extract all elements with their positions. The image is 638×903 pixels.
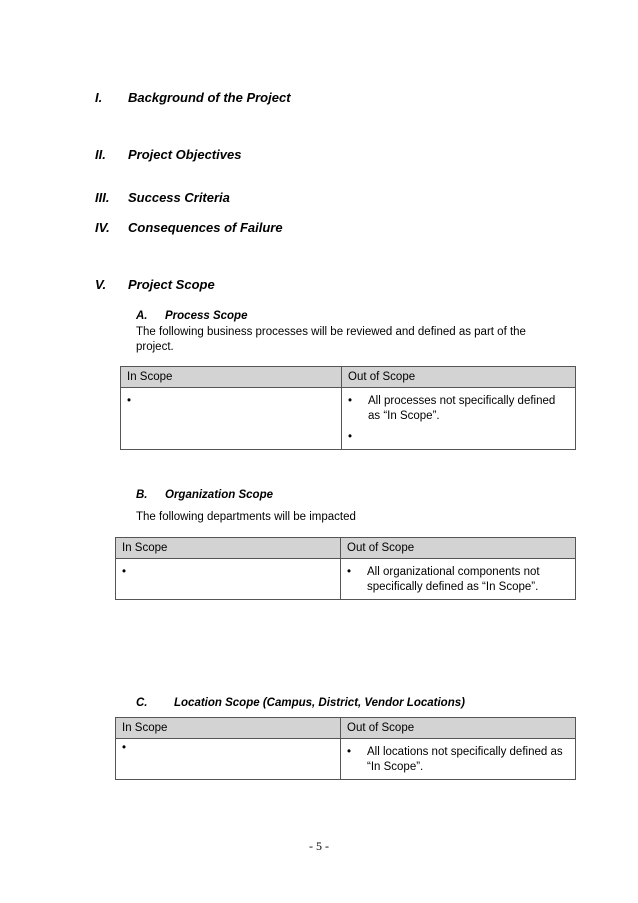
process-scope-intro: The following business processes will be reviewed and defined as part of the project. [136,326,526,353]
process-scope-table [120,366,576,450]
out-of-scope-item: All processes not specifically defined as “In Scope”. [368,395,556,422]
in-scope-header: In Scope [116,538,341,559]
out-of-scope-cell [341,739,576,780]
out-of-scope-cell [342,388,576,450]
subsection-letter-b: B. [136,489,148,501]
in-scope-header: In Scope [116,718,341,739]
location-scope-table [115,717,576,780]
bullet-icon: • [348,431,353,443]
section-number-4: IV. [95,220,110,235]
bullet-icon: • [347,566,352,578]
bullet-icon: • [122,566,127,578]
section-number-2: II. [95,147,106,162]
in-scope-header: In Scope [121,367,342,388]
out-of-scope-cell [341,559,576,600]
organization-scope-table [115,537,576,600]
section-title-project-scope: Project Scope [128,277,215,292]
out-of-scope-header: Out of Scope [342,367,576,388]
subsection-letter-a: A. [136,310,148,322]
in-scope-cell [116,739,341,780]
out-of-scope-header: Out of Scope [341,718,576,739]
subsection-title-location-scope: Location Scope (Campus, District, Vendor Locations) [174,697,465,709]
organization-scope-intro: The following departments will be impacted [136,511,356,523]
section-number-1: I. [95,90,103,105]
section-number-3: III. [95,190,110,205]
out-of-scope-item: All organizational components not specifically defined as “In Scope”. [367,566,540,593]
in-scope-cell [121,388,342,450]
in-scope-cell [116,559,341,600]
out-of-scope-item: All locations not specifically defined as “In Scope”. [367,746,563,773]
section-title-success-criteria: Success Criteria [128,190,230,205]
bullet-icon: • [122,742,127,754]
section-title-background: Background of the Project [128,90,291,105]
subsection-title-process-scope: Process Scope [165,310,248,322]
bullet-icon: • [127,395,132,407]
page-number: - 5 - [309,839,329,853]
section-title-consequences: Consequences of Failure [128,220,283,235]
section-title-objectives: Project Objectives [128,147,242,162]
out-of-scope-header: Out of Scope [341,538,576,559]
subsection-title-organization-scope: Organization Scope [165,489,273,501]
subsection-letter-c: C. [136,697,148,709]
section-number-5: V. [95,277,107,292]
bullet-icon: • [348,395,353,407]
bullet-icon: • [347,746,352,758]
